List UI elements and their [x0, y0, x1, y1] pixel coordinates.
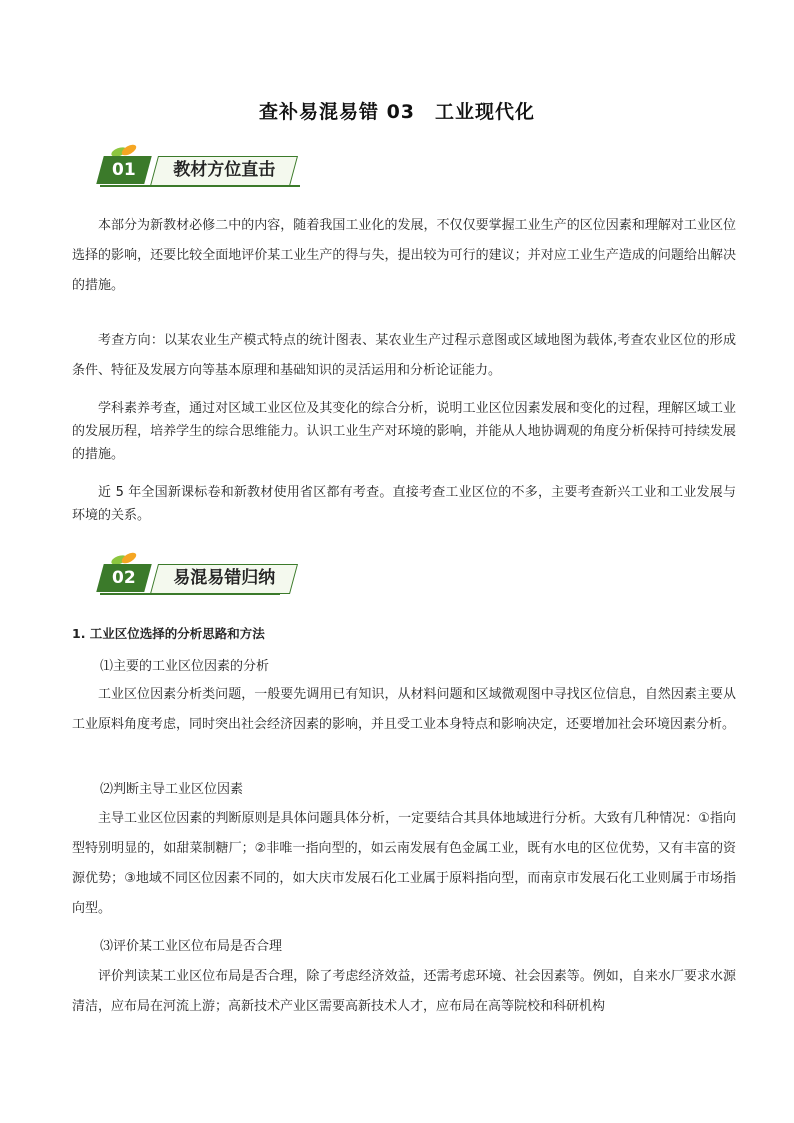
section-underline: [100, 593, 280, 595]
paragraph: 近 5 年全国新课标卷和新教材使用省区都有考查。直接考查工业区位的不多，主要考查新兴工业和工业发展与环境的关系。: [72, 485, 736, 523]
subheading: ⑶评价某工业区位布局是否合理: [100, 939, 283, 954]
paragraph: 评价判读某工业区位布局是否合理，除了考虑经济效益，还需考虑环境、社会因素等。例如，自来水厂要求水源清洁，应布局在河流上游；高新技术产业区需要高新技术人才，应布局在高等院校和科研机构: [72, 969, 736, 1014]
subheading: ⑴主要的工业区位因素的分析: [100, 659, 270, 674]
paragraph: 考查方向：以某农业生产模式特点的统计图表、某农业生产过程示意图或区域地图为载体,考查农业区位的形成条件、特征及发展方向等基本原理和基础知识的灵活运用和分析论证能力。: [72, 333, 736, 378]
point-heading: 1. 工业区位选择的分析思路和方法: [72, 626, 265, 641]
section-label: 易混易错归纳: [150, 564, 298, 594]
section-number: 01: [96, 156, 152, 184]
paragraph: 学科素养考查，通过对区域工业区位及其变化的综合分析，说明工业区位因素发展和变化的过程，理解区域工业的发展历程，培养学生的综合思维能力。认识工业生产对环境的影响，并能从人地协调观的角度分析保持可持续发展的措施。: [72, 401, 736, 462]
section-banner-1: [100, 152, 310, 188]
page-title: 查补易混易错 03 工业现代化: [258, 101, 536, 123]
subheading: ⑵判断主导工业区位因素: [100, 782, 244, 797]
paragraph: 主导工业区位因素的判断原则是具体问题具体分析，一定要结合其具体地域进行分析。大致有几种情况：①指向型特别明显的，如甜菜制糖厂；②非唯一指向型的，如云南发展有色金属工业，既有水电的区位优势，又有丰富的资源优势；③地域不同区位因素不同的，如大庆市发展石化工业属于原料指向型，而南京市发展石化工业则属于市场指向型。: [72, 811, 736, 916]
section-label: 教材方位直击: [150, 156, 298, 186]
section-underline: [100, 185, 300, 187]
paragraph: 本部分为新教材必修二中的内容，随着我国工业化的发展，不仅仅要掌握工业生产的区位因素和理解对工业区位选择的影响，还要比较全面地评价某工业生产的得与失，提出较为可行的建议；并对应工业生产造成的问题给出解决的措施。: [72, 218, 736, 293]
section-number: 02: [96, 564, 152, 592]
paragraph: 工业区位因素分析类问题，一般要先调用已有知识，从材料问题和区域微观图中寻找区位信息，自然因素主要从工业原料角度考虑，同时突出社会经济因素的影响，并且受工业本身特点和影响决定，还要增加社会环境因素分析。: [72, 687, 736, 732]
section-banner-2: [100, 560, 290, 596]
